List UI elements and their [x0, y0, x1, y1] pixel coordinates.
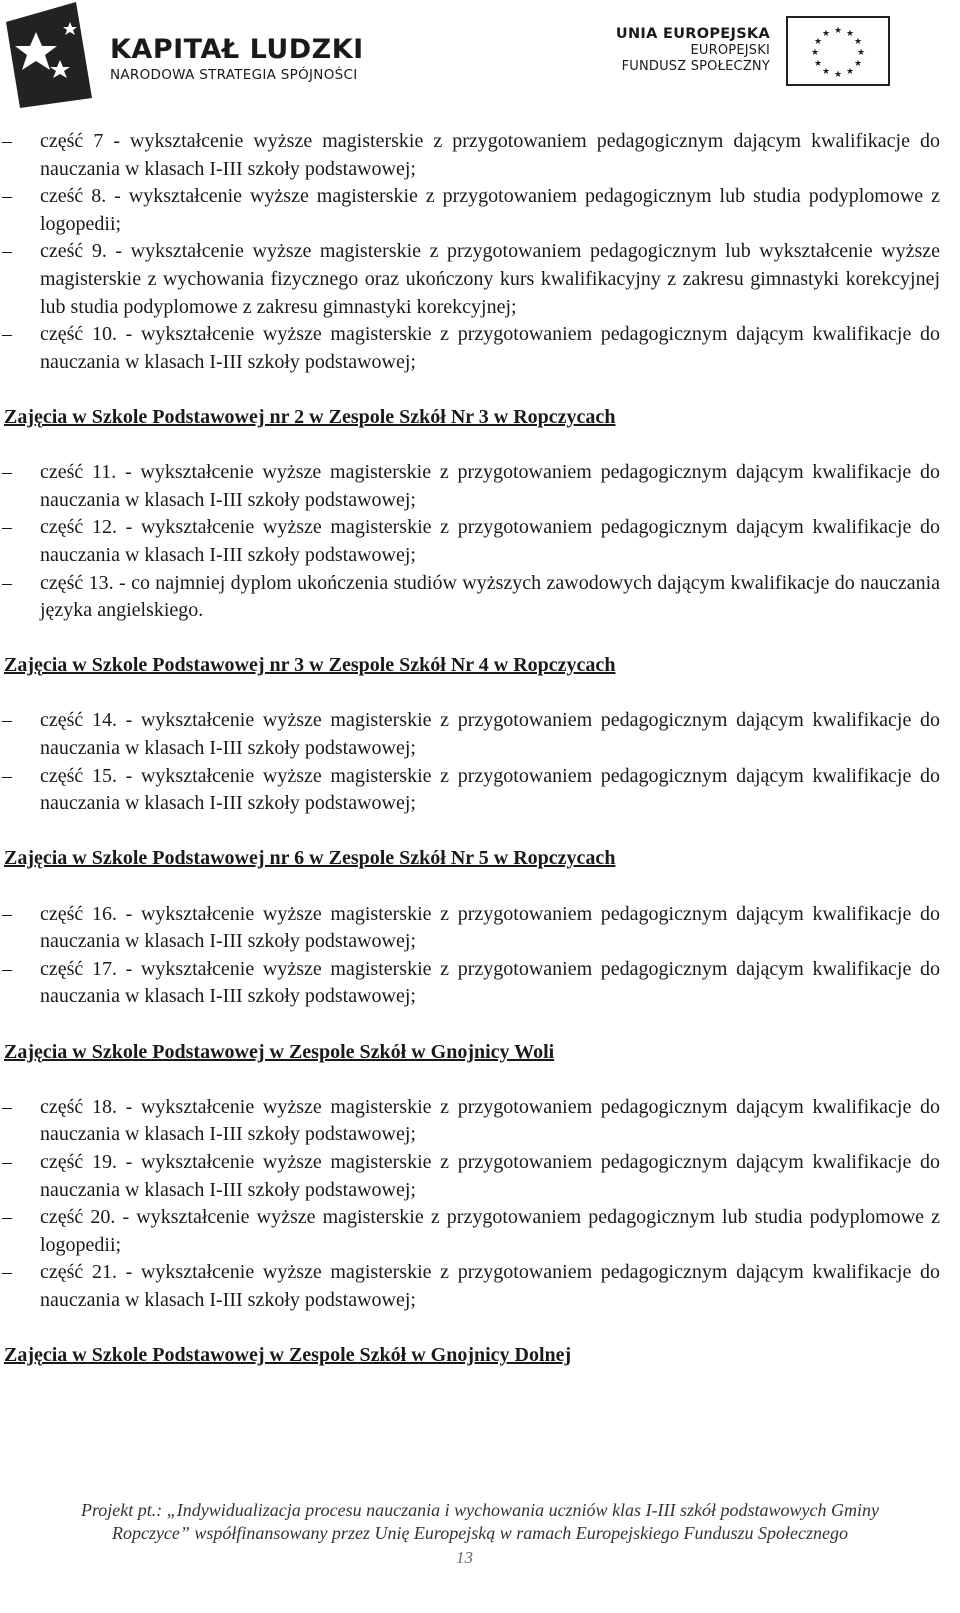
list-dash: –: [2, 323, 12, 346]
list-dash: –: [2, 902, 12, 925]
item-label: część 19.: [40, 1150, 117, 1173]
item-label: część 15.: [40, 764, 117, 787]
document-body: [0, 128, 940, 1397]
section-heading: Zajęcia w Szkole Podstawowej w Zespole Szkół w Gnojnicy Woli: [4, 1040, 555, 1063]
svg-text:★: ★: [821, 67, 831, 77]
eu-logo-text: [616, 25, 770, 75]
list-item: [0, 707, 940, 762]
list-item: [0, 570, 940, 625]
list-item: [0, 459, 940, 514]
svg-text:★: ★: [845, 29, 855, 39]
item-text: - wykształcenie wyższe magisterskie z przygotowaniem pedagogicznym dającym kwalifikacje do nauczania w klasach I-III szkoły podstawowej;: [40, 957, 940, 1008]
list-item: [0, 763, 940, 818]
section-2-list: [0, 459, 940, 625]
list-dash: –: [2, 461, 12, 484]
eu-line3: FUNDUSZ SPOŁECZNY: [621, 59, 770, 74]
item-text: - wykształcenie wyższe magisterskie z przygotowaniem pedagogicznym dającym kwalifikacje do nauczania w klasach I-III szkoły podstawowej;: [40, 764, 940, 815]
page-number: 13: [456, 1548, 473, 1567]
svg-text:★: ★: [813, 59, 823, 69]
section-1-list: [0, 128, 940, 376]
list-dash: –: [2, 1150, 12, 1173]
svg-text:★: ★: [853, 37, 863, 47]
item-text: - wykształcenie wyższe magisterskie z przygotowaniem pedagogicznym dającym kwalifikacje do nauczania w klasach I-III szkoły podstawowej;: [40, 1150, 940, 1201]
list-dash: –: [2, 571, 12, 594]
item-label: cześć 11.: [40, 461, 117, 484]
item-text: - wykształcenie wyższe magisterskie z przygotowaniem pedagogicznym lub studia podyplomowe z logopedii;: [40, 1206, 940, 1256]
list-dash: –: [2, 1095, 12, 1118]
section-heading: Zajęcia w Szkole Podstawowej nr 2 w Zespole Szkół Nr 3 w Ropczycach: [4, 405, 616, 428]
svg-text:★: ★: [821, 29, 831, 39]
footer-line1: Projekt pt.: „Indywidualizacja procesu nauczania i wychowania uczniów klas I-III szkół podstawowych Gminy: [80, 1500, 880, 1520]
list-dash: –: [2, 130, 12, 152]
eu-line2: EUROPEJSKI: [690, 43, 770, 58]
list-dash: –: [2, 185, 12, 208]
list-item: [0, 1149, 940, 1204]
list-dash: –: [2, 764, 12, 787]
list-item: [0, 1259, 940, 1314]
item-label: część 20.: [40, 1206, 116, 1229]
list-item: [0, 1204, 940, 1259]
eu-line1: UNIA EUROPEJSKA: [615, 26, 770, 42]
item-text: - wykształcenie wyższe magisterskie z przygotowaniem pedagogicznym dającym kwalifikacje do nauczania w klasach I-III szkoły podstawowej;: [40, 130, 940, 180]
section-4-list: [0, 901, 940, 1011]
section-heading: Zajęcia w Szkole Podstawowej nr 6 w Zespole Szkół Nr 5 w Ropczycach: [4, 847, 616, 870]
item-label: część 13.: [40, 571, 114, 594]
svg-text:★: ★: [853, 59, 863, 69]
item-text: - wykształcenie wyższe magisterskie z przygotowaniem pedagogicznym lub studia podyplomowe z logopedii;: [40, 185, 940, 235]
list-item: [0, 128, 940, 183]
section-3-list: [0, 707, 940, 817]
svg-text:★: ★: [833, 26, 843, 36]
list-item: [0, 321, 940, 376]
list-dash: –: [2, 1206, 12, 1229]
item-label: część 10.: [40, 323, 117, 346]
item-label: część 12.: [40, 516, 117, 539]
item-label: część 7: [40, 130, 104, 152]
section-5-list: [0, 1094, 940, 1315]
item-label: część 14.: [40, 709, 117, 732]
page-footer: [0, 1499, 960, 1545]
svg-text:★: ★: [856, 48, 866, 58]
item-text: - wykształcenie wyższe magisterskie z przygotowaniem pedagogicznym dającym kwalifikacje do nauczania w klasach I-III szkoły podstawowej;: [40, 323, 940, 373]
eu-flag-icon: [786, 16, 890, 86]
footer-line2: Ropczyce” współfinansowany przez Unię Europejską w ramach Europejskiego Funduszu Społecznego: [111, 1523, 849, 1543]
item-text: - wykształcenie wyższe magisterskie z przygotowaniem pedagogicznym dającym kwalifikacje do nauczania w klasach I-III szkoły podstawowej;: [40, 461, 940, 511]
section-heading: Zajęcia w Szkole Podstawowej nr 3 w Zespole Szkół Nr 4 w Ropczycach: [4, 654, 616, 677]
item-text: - wykształcenie wyższe magisterskie z przygotowaniem pedagogicznym dającym kwalifikacje do nauczania w klasach I-III szkoły podstawowej;: [40, 516, 940, 566]
left-logo-title: KAPITAŁ LUDZKI: [110, 34, 364, 65]
item-text: - wykształcenie wyższe magisterskie z przygotowaniem pedagogicznym dającym kwalifikacje do nauczania w klasach I-III szkoły podstawowej;: [40, 1261, 940, 1311]
item-label: część 21.: [40, 1261, 117, 1284]
svg-text:★: ★: [845, 67, 855, 77]
item-text: - wykształcenie wyższe magisterskie z przygotowaniem pedagogicznym dającym kwalifikacje do nauczania w klasach I-III szkoły podstawowej;: [40, 709, 940, 760]
list-item: [0, 956, 940, 1011]
item-label: cześć 8.: [40, 185, 107, 208]
list-dash: –: [2, 240, 12, 263]
list-item: [0, 514, 940, 569]
svg-text:★: ★: [833, 70, 843, 80]
svg-text:★: ★: [813, 37, 823, 47]
section-heading: Zajęcia w Szkole Podstawowej w Zespole Szkół w Gnojnicy Dolnej: [4, 1344, 572, 1367]
list-item: [0, 183, 940, 238]
list-item: [0, 1094, 940, 1149]
item-label: część 18.: [40, 1095, 117, 1118]
item-text: - wykształcenie wyższe magisterskie z przygotowaniem pedagogicznym dającym kwalifikacje do nauczania w klasach I-III szkoły podstawowej;: [40, 902, 940, 953]
list-dash: –: [2, 1261, 12, 1284]
list-dash: –: [2, 516, 12, 539]
item-label: część 16.: [40, 902, 117, 925]
list-item: [0, 238, 940, 321]
list-dash: –: [2, 709, 12, 732]
svg-text:★: ★: [810, 48, 820, 58]
item-text: - co najmniej dyplom ukończenia studiów wyższych zawodowych dającym kwalifikacje do nauczania języka angielskiego.: [40, 571, 941, 622]
item-label: część 17.: [40, 957, 117, 980]
list-item: [0, 901, 940, 956]
left-logo-subtitle: NARODOWA STRATEGIA SPÓJNOŚCI: [110, 67, 358, 83]
item-text: - wykształcenie wyższe magisterskie z przygotowaniem pedagogicznym dającym kwalifikacje do nauczania w klasach I-III szkoły podstawowej;: [40, 1095, 940, 1146]
item-label: cześć 9.: [40, 240, 107, 263]
page-header: [0, 0, 960, 112]
kapital-ludzki-logo: [6, 2, 92, 108]
list-dash: –: [2, 957, 12, 980]
item-text: - wykształcenie wyższe magisterskie z przygotowaniem pedagogicznym lub wykształcenie wyższe magisterskie z wychowania fizycznego oraz ukończony kurs kwalifikacyjny z zakresu gimnastyki korekcyjnej lub studia podyplomowe z zakresu gimnastyki korekcyjnej;: [40, 240, 940, 318]
